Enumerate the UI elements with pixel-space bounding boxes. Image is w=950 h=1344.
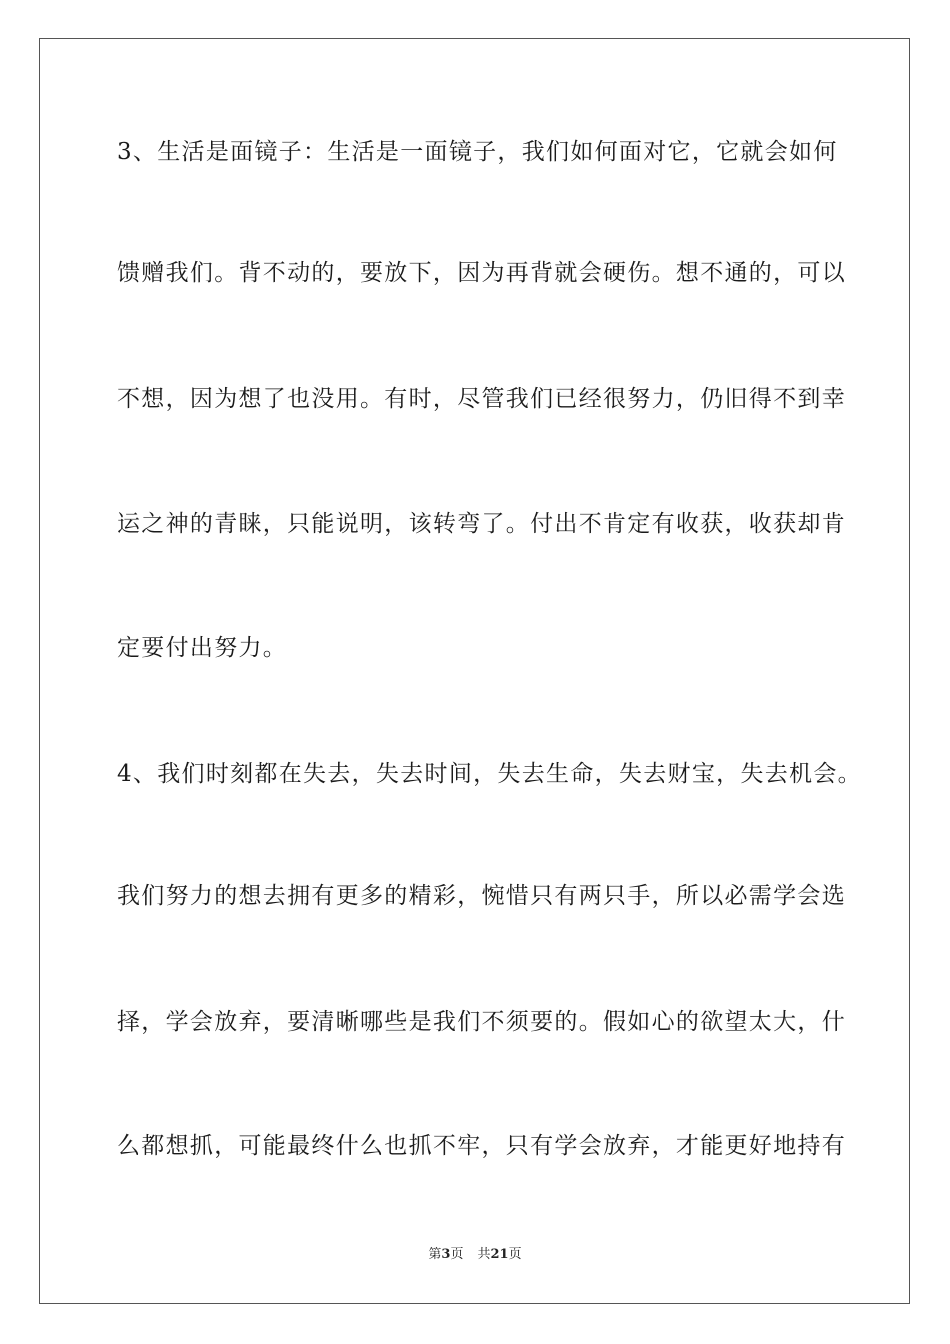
- paragraph-line: 4、我们时刻都在失去，失去时间，失去生命，失去财宝，失去机会。: [117, 761, 862, 787]
- paragraph-line: 择，学会放弃，要清晰哪些是我们不须要的。假如心的欲望太大，什: [117, 1009, 846, 1035]
- paragraph-line: 我们努力的想去拥有更多的精彩，惋惜只有两只手，所以必需学会选: [117, 883, 846, 909]
- paragraph-line: 3、生活是面镜子：生活是一面镜子，我们如何面对它，它就会如何: [117, 139, 838, 165]
- paragraph-line: 运之神的青睐，只能说明，该转弯了。付出不肯定有收获，收获却肯: [117, 511, 846, 537]
- total-page-number: 21: [490, 1247, 509, 1262]
- page-border: [39, 38, 910, 1304]
- page-suffix: 页: [450, 1247, 464, 1262]
- total-prefix: 共: [477, 1247, 491, 1262]
- paragraph-line: 定要付出努力。: [117, 635, 288, 661]
- current-page-number: 3: [441, 1247, 451, 1262]
- paragraph-line: 馈赠我们。背不动的，要放下，因为再背就会硬伤。想不通的，可以: [117, 260, 846, 286]
- page-prefix: 第: [428, 1247, 442, 1262]
- page-footer: [0, 1246, 950, 1264]
- paragraph-line: 不想，因为想了也没用。有时，尽管我们已经很努力，仍旧得不到幸: [117, 386, 846, 412]
- paragraph-line: 么都想抓，可能最终什么也抓不牢，只有学会放弃，才能更好地持有: [117, 1133, 846, 1159]
- total-suffix: 页: [508, 1247, 522, 1262]
